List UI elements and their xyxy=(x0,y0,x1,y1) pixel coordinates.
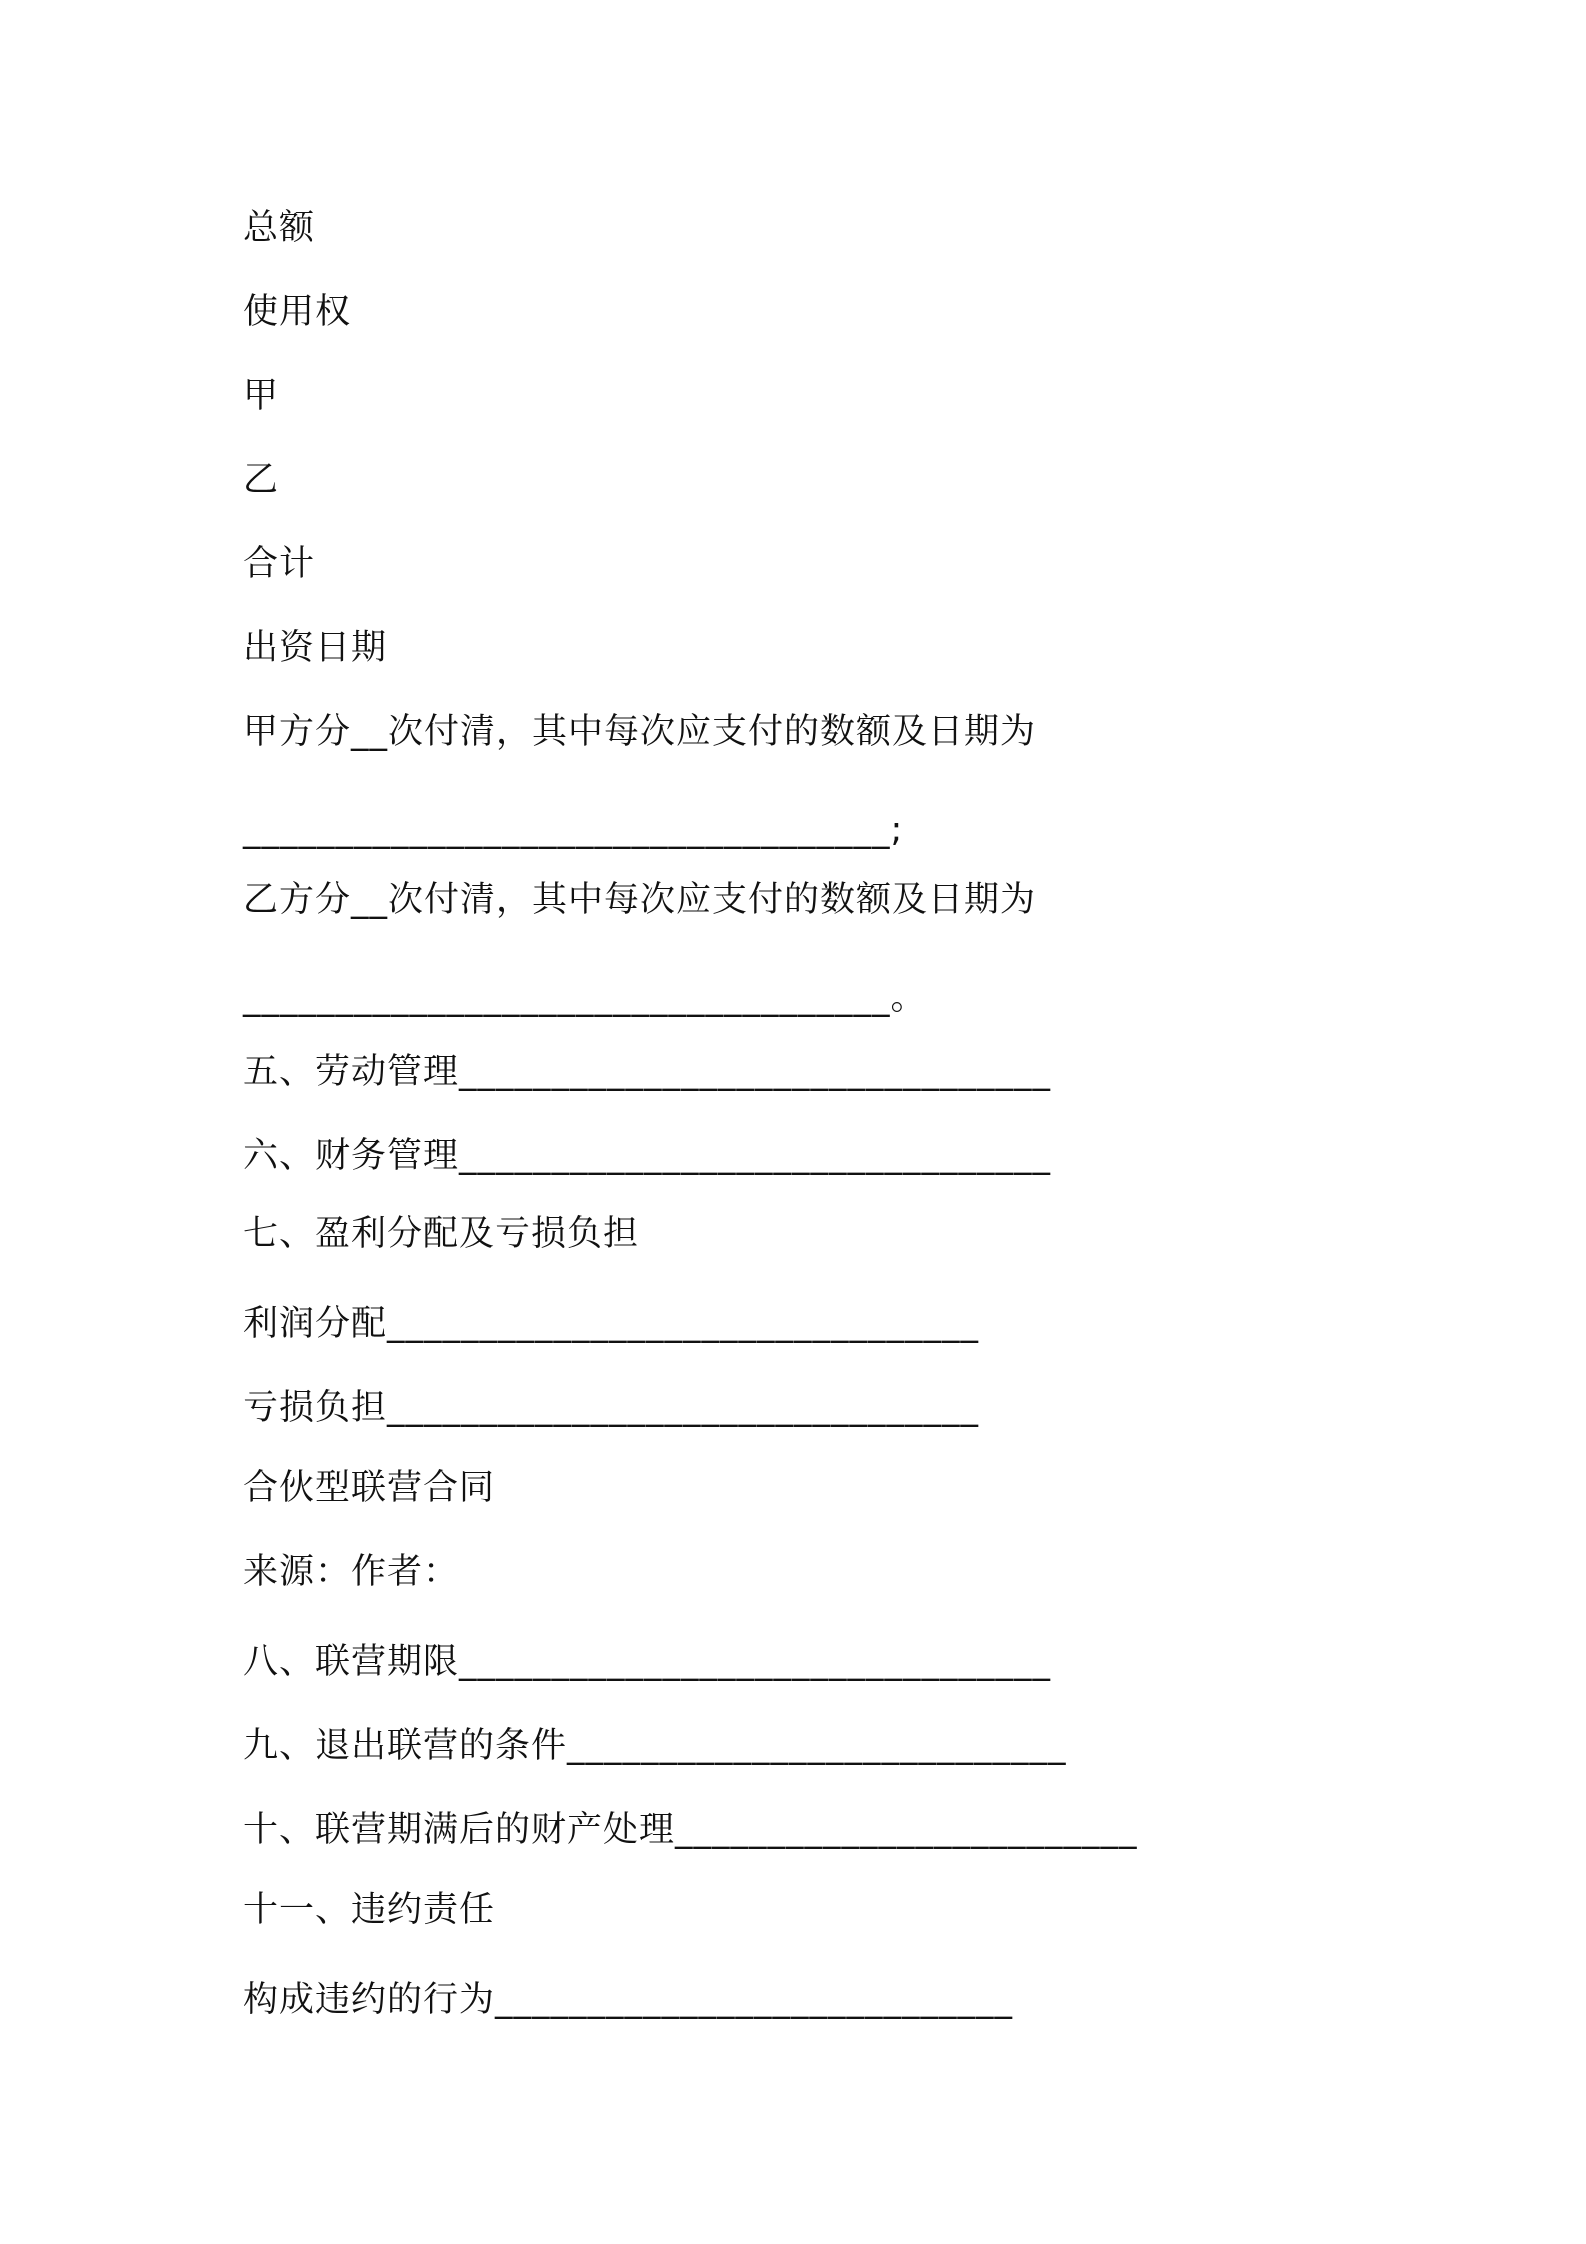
section-labor-management: 五、劳动管理________________________________ xyxy=(243,1052,1052,1092)
line-investment-date: 出资日期 xyxy=(243,628,388,668)
line-total-amount: 总额 xyxy=(243,208,316,248)
heading-partnership-contract: 合伙型联营合同 xyxy=(243,1468,496,1508)
line-party-b-payment-blank: ___________________________________。 xyxy=(243,978,927,1018)
line-breach-behavior: 构成违约的行为____________________________ xyxy=(243,1980,1014,2020)
line-party-a-payment-blank: ___________________________________; xyxy=(243,810,904,850)
line-sum: 合计 xyxy=(243,544,316,584)
section-joint-term: 八、联营期限________________________________ xyxy=(243,1642,1052,1682)
section-breach-liability: 十一、违约责任 xyxy=(243,1890,496,1930)
section-property-disposal: 十、联营期满后的财产处理_________________________ xyxy=(243,1810,1138,1850)
line-party-b: 乙 xyxy=(243,460,280,500)
line-profit-distribution: 利润分配________________________________ xyxy=(243,1304,980,1344)
section-profit-loss: 七、盈利分配及亏损负担 xyxy=(243,1214,640,1254)
line-loss-bearing: 亏损负担________________________________ xyxy=(243,1388,980,1428)
line-source-author: 来源：作者： xyxy=(243,1552,460,1592)
section-exit-conditions: 九、退出联营的条件___________________________ xyxy=(243,1726,1067,1766)
line-party-a-payment: 甲方分__次付清，其中每次应支付的数额及日期为 xyxy=(243,712,1037,752)
line-usage-right: 使用权 xyxy=(243,292,352,332)
line-party-b-payment: 乙方分__次付清，其中每次应支付的数额及日期为 xyxy=(243,880,1037,920)
line-party-a: 甲 xyxy=(243,376,280,416)
section-financial-management: 六、财务管理________________________________ xyxy=(243,1136,1052,1176)
